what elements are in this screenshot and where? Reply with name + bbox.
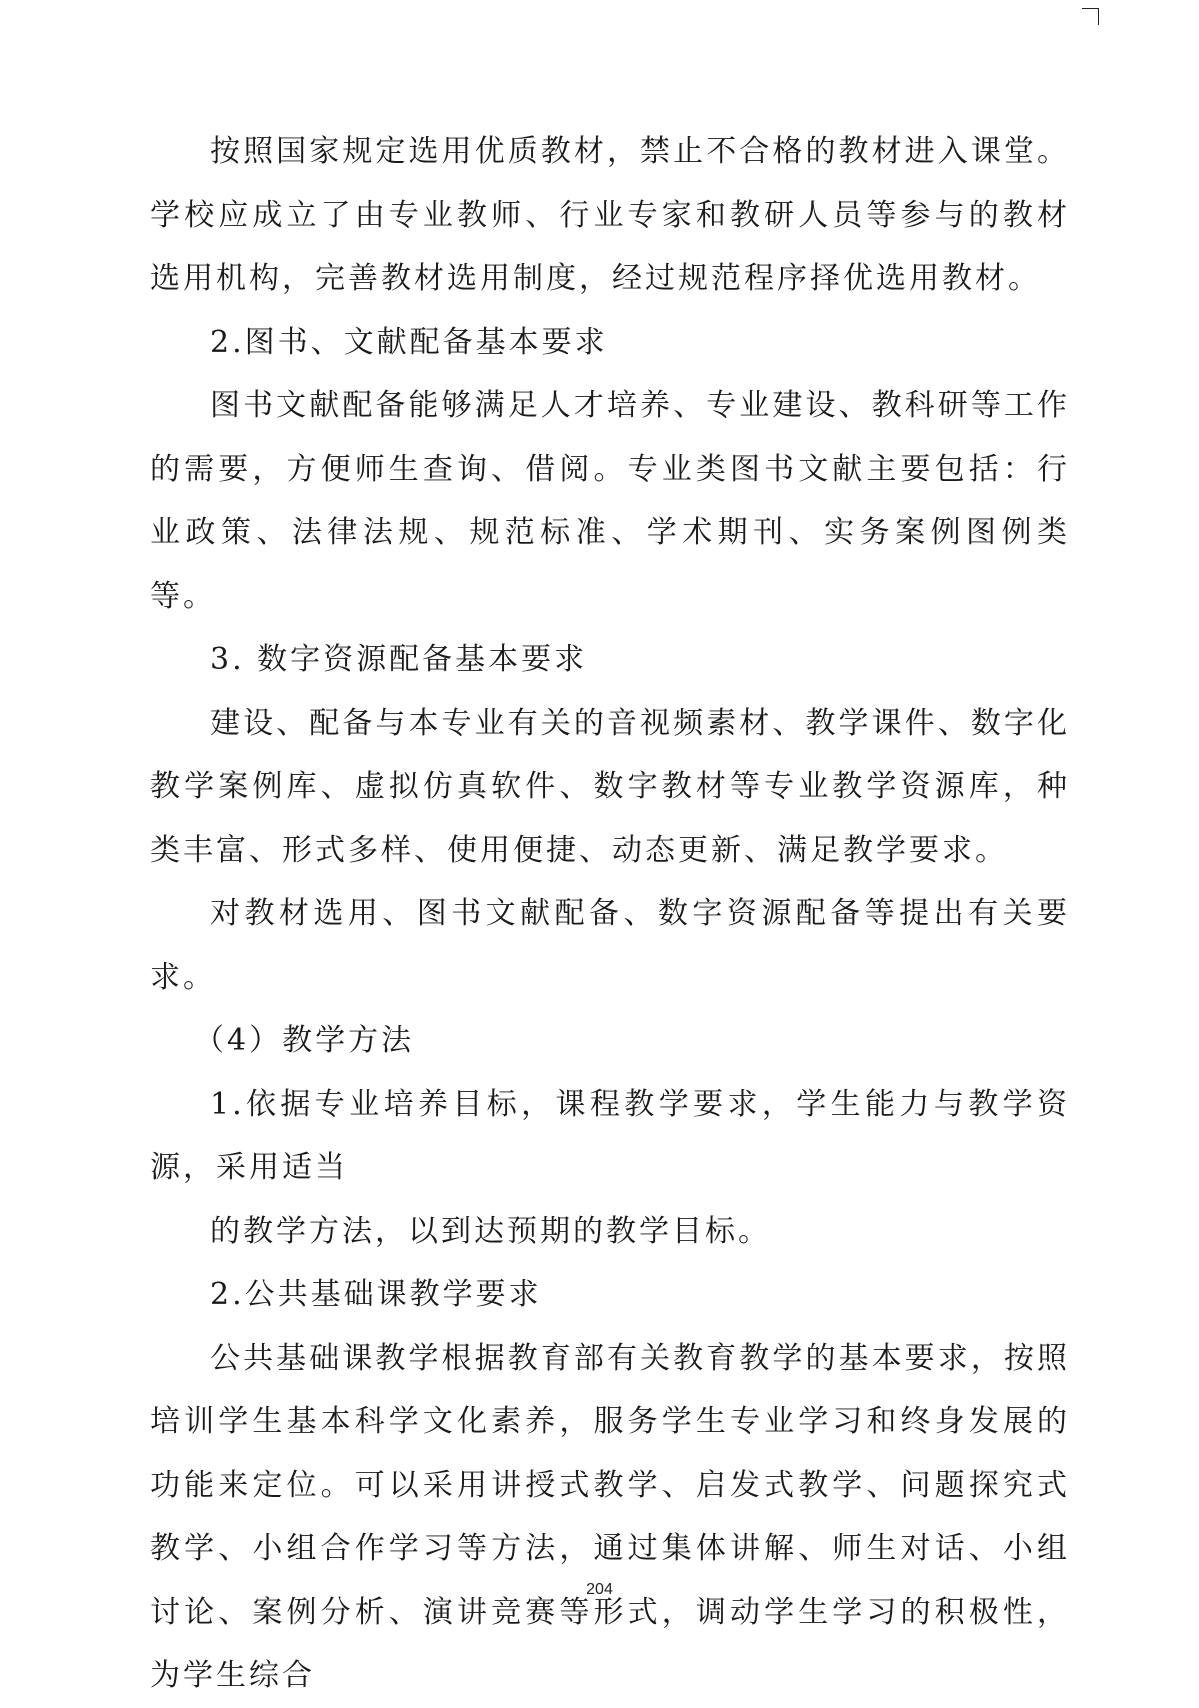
page-number: 204 <box>586 1581 613 1598</box>
paragraph-requirements-summary: 对教材选用、图书文献配备、数字资源配备等提出有关要求。 <box>150 896 1070 995</box>
paragraph-books-documents: 图书文献配备能够满足人才培养、专业建设、教科研等工作的需要，方便师生查询、借阅。专业类图书文献主要包括：行业政策、法律法规、规范标准、学术期刊、实务案例图例类等。 <box>150 388 1070 614</box>
heading-digital-resources: 3. 数字资源配备基本要求 <box>210 642 588 677</box>
page-corner-mark <box>1082 8 1099 25</box>
heading-public-courses: 2.公共基础课教学要求 <box>210 1277 542 1312</box>
heading-books-documents: 2.图书、文献配备基本要求 <box>210 324 608 360</box>
paragraph-textbook-selection: 按照国家规定选用优质教材，禁止不合格的教材进入课堂。学校应成立了由专业教师、行业专家和教研人员等参与的教材选用机构，完善教材选用制度，经过规范程序择优选用教材。 <box>150 134 1070 296</box>
document-body <box>150 120 1070 1708</box>
paragraph-public-courses: 公共基础课教学根据教育部有关教育教学的基本要求，按照培训学生基本科学文化素养，服务学生专业学习和终身发展的功能来定位。可以采用讲授式教学、启发式教学、问题探究式教学、小组合作学习等方法，通过集体讲解、师生对话、小组讨论、案例分析、演讲竞赛等形式，调动学生学习的积极性，为学生综合 <box>150 1340 1070 1693</box>
paragraph-digital-resources: 建设、配备与本专业有关的音视频素材、教学课件、数字化教学案例库、虚拟仿真软件、数字教材等专业教学资源库，种类丰富、形式多样、使用便捷、动态更新、满足教学要求。 <box>150 705 1070 868</box>
paragraph-teaching-methods-1: 1.依据专业培养目标，课程教学要求，学生能力与教学资源，采用适当 <box>150 1086 1070 1185</box>
heading-teaching-methods: （4）教学方法 <box>194 1023 415 1058</box>
paragraph-teaching-methods-1-cont: 的教学方法，以到达预期的教学目标。 <box>210 1213 771 1249</box>
